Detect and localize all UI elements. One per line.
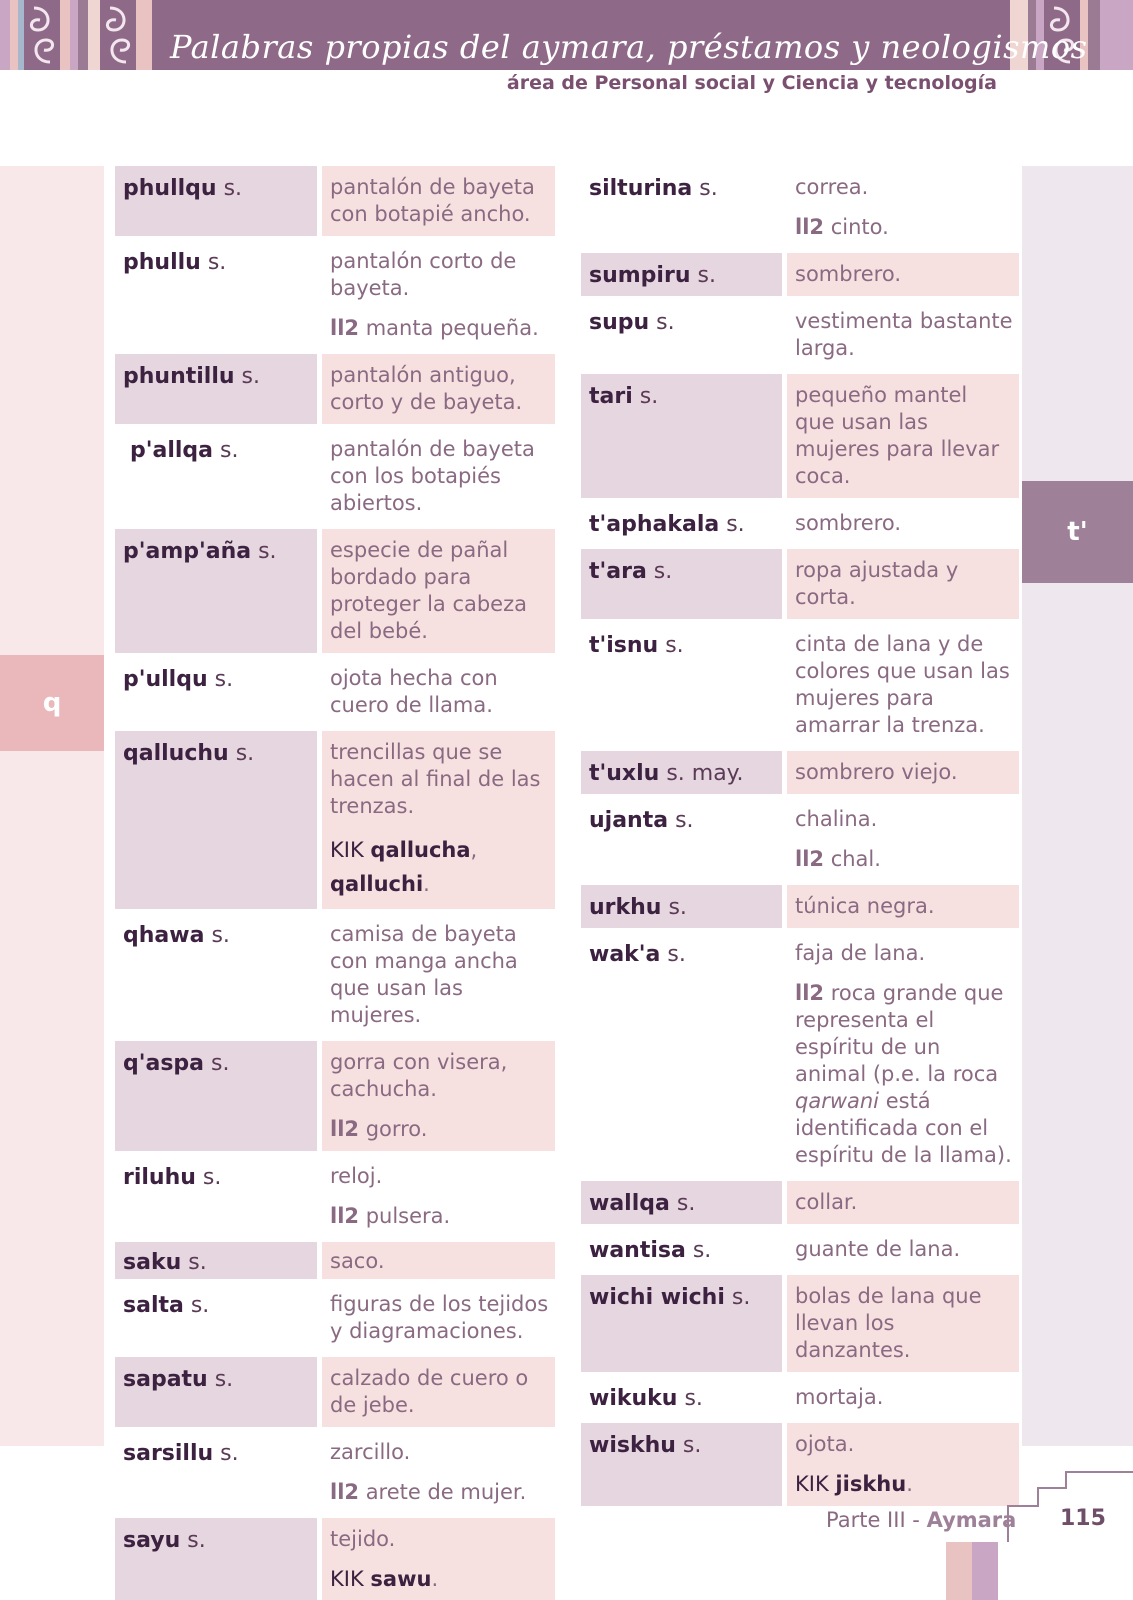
entry-definitions: faja de lana. ll2 roca grande que representa el espíritu de un animal (p.e. la roca qarwani está identificada con el espíritu de la llama). [795, 941, 1012, 1167]
entry-term: p'ullqu s. [123, 667, 234, 692]
spiral-ornament-icon [100, 0, 136, 70]
footer-bar [946, 1542, 972, 1600]
entry-term: qalluchu s. [115, 731, 317, 909]
entry-term: t'ara s. [581, 549, 782, 619]
entry-term: wallqa s. [581, 1181, 782, 1224]
dictionary-entry [581, 1181, 1019, 1224]
entry-term: sayu s. [115, 1518, 317, 1600]
dictionary-entry [115, 166, 555, 236]
entry-definitions: zarcillo. ll2 arete de mujer. [330, 1440, 527, 1504]
entry-definitions: tejido. KIK sawu. [322, 1518, 555, 1600]
stripe [78, 0, 88, 70]
entry-definitions: calzado de cuero o de jebe. [322, 1357, 555, 1427]
footer-part-label: Parte III - Aymara [826, 1508, 1017, 1532]
entry-term: t'aphakala s. [589, 512, 745, 537]
entry-definitions: figuras de los tejidos y diagramaciones. [330, 1292, 549, 1343]
entry-term: tari s. [581, 374, 782, 498]
right-entry-column [581, 166, 1019, 1510]
dictionary-entry [115, 1041, 555, 1151]
entry-term: t'isnu s. [589, 633, 684, 658]
page-subtitle: área de Personal social y Ciencia y tecnología [506, 72, 997, 94]
entry-term: supu s. [589, 310, 675, 335]
dictionary-entry [581, 885, 1019, 928]
dictionary-entry [581, 253, 1019, 296]
left-entry-column [115, 166, 555, 1600]
entry-definitions: reloj. ll2 pulsera. [330, 1164, 451, 1228]
dictionary-entry [115, 354, 555, 424]
page-number: 115 [1060, 1506, 1106, 1531]
entry-term: phullqu s. [115, 166, 317, 236]
entry-definitions: túnica negra. [787, 885, 1019, 928]
spiral-ornament-icon [24, 0, 60, 70]
entry-definitions: saco. [322, 1242, 555, 1279]
entry-definitions: pequeño mantel que usan las mujeres para llevar coca. [787, 374, 1019, 498]
dictionary-entry [115, 913, 555, 1037]
entry-term: t'uxlu s. may. [581, 751, 782, 794]
entry-definitions: collar. [787, 1181, 1019, 1224]
stripe [60, 0, 70, 70]
entry-term: silturina s. [589, 176, 718, 201]
footer-bar [972, 1542, 998, 1600]
left-margin-band [0, 166, 104, 1446]
dictionary-entry [115, 1431, 555, 1514]
entry-term: q'aspa s. [115, 1041, 317, 1151]
stripe [136, 0, 152, 70]
dictionary-entry [581, 549, 1019, 619]
stripe [0, 0, 10, 70]
stripe [10, 0, 18, 70]
dictionary-entry [581, 300, 1019, 370]
entry-definitions: ojota. KIK jiskhu. [787, 1423, 1019, 1506]
entry-definitions: chalina. ll2 chal. [795, 807, 881, 871]
entry-term: salta s. [123, 1293, 210, 1318]
entry-term: wiskhu s. [581, 1423, 782, 1506]
entry-definitions: sombrero. [787, 253, 1019, 296]
entry-definitions: cinta de lana y de colores que usan las mujeres para amarrar la trenza. [795, 632, 1010, 737]
entry-term: phullu s. [123, 250, 227, 275]
entry-definitions: especie de pañal bordado para proteger la cabeza del bebé. [322, 529, 555, 653]
dictionary-entry [581, 751, 1019, 794]
entry-term: p'allqa s. [130, 438, 239, 463]
dictionary-entry [581, 1228, 1019, 1271]
dictionary-entry [581, 374, 1019, 498]
entry-definitions: ojota hecha con cuero de llama. [330, 666, 498, 717]
entry-term: saku s. [115, 1242, 317, 1279]
dictionary-entry [115, 1357, 555, 1427]
dictionary-entry [115, 657, 555, 727]
entry-term: p'amp'aña s. [115, 529, 317, 653]
entry-definitions: pantalón de bayeta con los botapiés abiertos. [330, 437, 535, 515]
dictionary-entry [581, 502, 1019, 545]
dictionary-entry [581, 798, 1019, 881]
stripe [1100, 0, 1133, 70]
entry-definitions: camisa de bayeta con manga ancha que usan las mujeres. [330, 922, 518, 1027]
entry-term: phuntillu s. [115, 354, 317, 424]
entry-term: urkhu s. [581, 885, 782, 928]
dictionary-entry [115, 1155, 555, 1238]
letter-tab-q: q [0, 655, 104, 751]
right-margin-band [1022, 166, 1133, 1446]
entry-term: riluhu s. [123, 1165, 222, 1190]
entry-definitions: pantalón corto de bayeta. ll2 manta pequeña. [330, 249, 539, 340]
entry-definitions: vestimenta bastante larga. [795, 309, 1013, 360]
entry-term: qhawa s. [123, 923, 230, 948]
entry-definitions: sombrero. [795, 511, 901, 535]
dictionary-entry [581, 623, 1019, 747]
entry-term: sarsillu s. [123, 1441, 239, 1466]
dictionary-entry [581, 1275, 1019, 1372]
dictionary-entry [581, 1423, 1019, 1506]
dictionary-entry [115, 1518, 555, 1600]
stripe [70, 0, 78, 70]
entry-definitions: pantalón de bayeta con botapié ancho. [322, 166, 555, 236]
entry-definitions: correa. ll2 cinto. [795, 175, 889, 239]
letter-tab-t: t' [1022, 481, 1133, 583]
entry-definitions: pantalón antiguo, corto y de bayeta. [322, 354, 555, 424]
page-title: Palabras propias del aymara, préstamos y neologismos [170, 28, 1088, 66]
stripe [1088, 0, 1100, 70]
entry-definitions: trencillas que se hacen al final de las trenzas. KIK qallucha, qalluchi. [322, 731, 555, 909]
entry-term: wak'a s. [589, 942, 686, 967]
dictionary-entry [115, 428, 555, 525]
entry-definitions: guante de lana. [795, 1237, 961, 1261]
stripe [88, 0, 100, 70]
dictionary-entry [115, 1283, 555, 1353]
dictionary-entry [115, 731, 555, 909]
entry-term: wichi wichi s. [581, 1275, 782, 1372]
entry-term: wantisa s. [589, 1238, 712, 1263]
entry-definitions: sombrero viejo. [787, 751, 1019, 794]
dictionary-entry [115, 529, 555, 653]
entry-term: ujanta s. [589, 808, 694, 833]
dictionary-entry [115, 240, 555, 350]
entry-term: wikuku s. [589, 1386, 703, 1411]
dictionary-entry [581, 1376, 1019, 1419]
entry-definitions: mortaja. [795, 1385, 884, 1409]
entry-term: sapatu s. [115, 1357, 317, 1427]
dictionary-entry [581, 932, 1019, 1177]
dictionary-entry [581, 166, 1019, 249]
entry-definitions: gorra con visera, cachucha. ll2 gorro. [322, 1041, 555, 1151]
entry-definitions: ropa ajustada y corta. [787, 549, 1019, 619]
dictionary-entry [115, 1242, 555, 1279]
entry-definitions: bolas de lana que llevan los danzantes. [787, 1275, 1019, 1372]
entry-term: sumpiru s. [581, 253, 782, 296]
